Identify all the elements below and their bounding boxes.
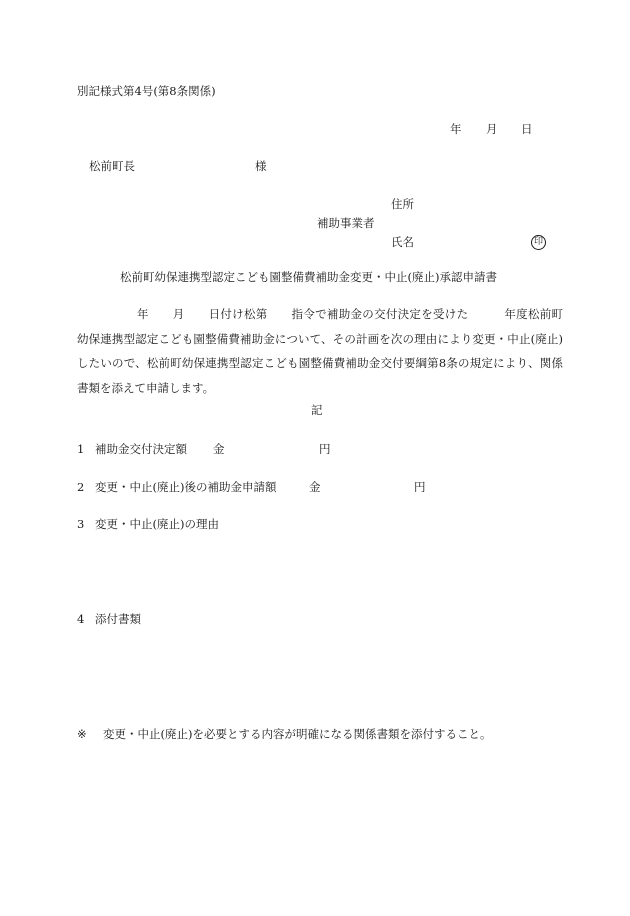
item-2-number: 2 bbox=[77, 480, 85, 494]
body-paragraph bbox=[77, 302, 563, 400]
item-1 bbox=[77, 444, 187, 456]
date-month-label: 月 bbox=[486, 122, 498, 136]
body-year: 年 bbox=[137, 307, 149, 321]
date-year-label: 年 bbox=[450, 122, 462, 136]
item-1-label: 補助金交付決定額 bbox=[95, 442, 187, 456]
document-title: 松前町幼保連携型認定こども園整備費補助金変更・中止(廃止)承認申請書 bbox=[120, 270, 497, 284]
item-2-label: 変更・中止(廃止)後の補助金申請額 bbox=[95, 480, 277, 494]
applicant-name-label: 氏名 bbox=[391, 235, 414, 249]
note-mark: ※ bbox=[77, 727, 87, 741]
seal-mark: 印 bbox=[531, 235, 546, 250]
address-label: 住所 bbox=[391, 197, 414, 211]
item-4 bbox=[77, 614, 141, 626]
recipient-name: 松前町長 bbox=[89, 159, 135, 173]
item-4-label: 添付書類 bbox=[95, 612, 141, 626]
body-text: 年度松前町幼保連携型認定こども園整備費補助金について、その計画を次の理由により変更・中止(廃止)したいので、松前町幼保連携型認定こども園整備費補助金交付要綱第8条の規定により、関係書類を添えて申請します。 bbox=[77, 307, 564, 395]
date-day-label: 日 bbox=[521, 122, 533, 136]
item-1-number: 1 bbox=[77, 442, 85, 456]
note bbox=[77, 729, 491, 741]
item-3-number: 3 bbox=[77, 517, 85, 531]
item-3-label: 変更・中止(廃止)の理由 bbox=[95, 517, 219, 531]
body-date-ref: 日付け松第 bbox=[208, 307, 268, 321]
item-2-unit: 円 bbox=[414, 480, 426, 494]
note-text: 変更・中止(廃止)を必要とする内容が明確になる関係書類を添付すること。 bbox=[103, 727, 492, 741]
applicant-org-label: 補助事業者 bbox=[317, 216, 375, 230]
item-4-number: 4 bbox=[77, 612, 85, 626]
body-directive: 指令で補助金の交付決定を受けた bbox=[291, 307, 469, 321]
recipient-honorific: 様 bbox=[255, 159, 267, 173]
item-1-currency: 金 bbox=[213, 442, 225, 456]
item-3 bbox=[77, 519, 219, 531]
form-number-label: 別記様式第4号(第8条関係) bbox=[77, 84, 216, 98]
body-month: 月 bbox=[172, 307, 185, 321]
item-1-unit: 円 bbox=[319, 442, 331, 456]
item-2-currency: 金 bbox=[309, 480, 321, 494]
ki-heading: 記 bbox=[311, 403, 323, 417]
item-2 bbox=[77, 482, 276, 494]
